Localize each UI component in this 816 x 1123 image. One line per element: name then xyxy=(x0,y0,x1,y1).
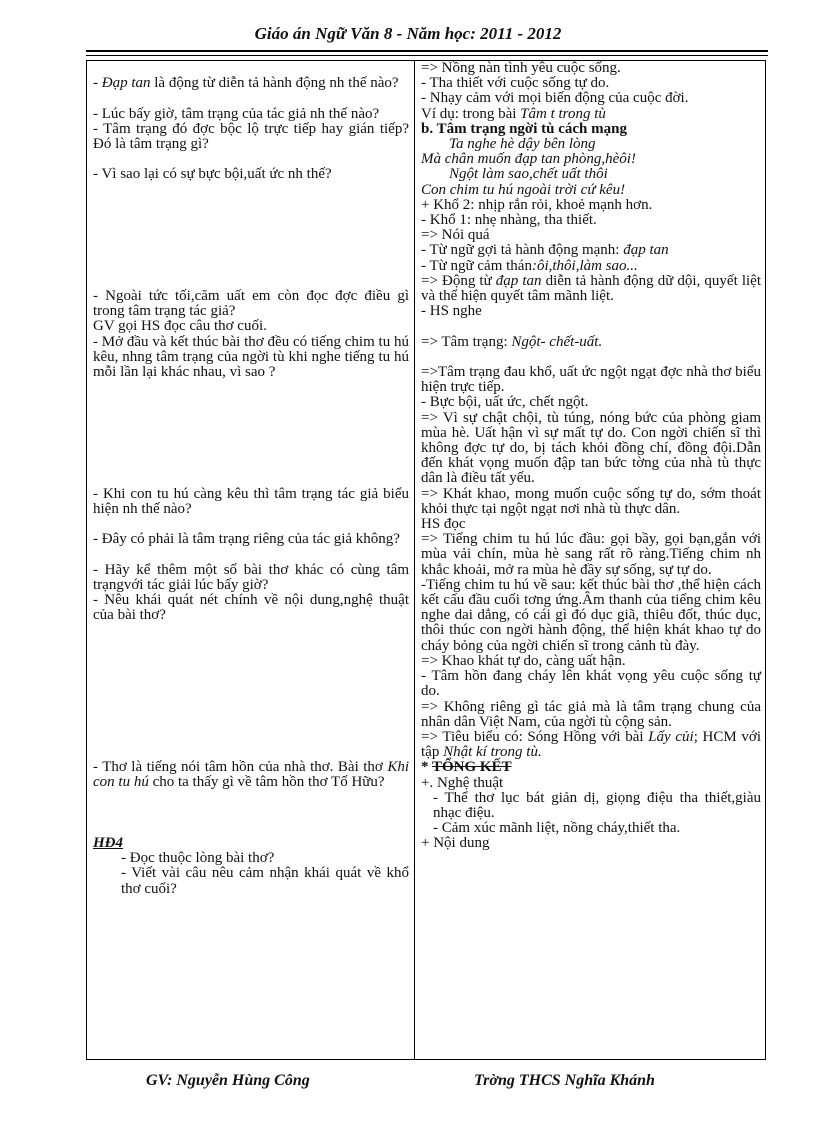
answer-line: - Khổ 1: nhẹ nhàng, tha thiết. xyxy=(421,212,597,229)
section-heading-b: b. Tâm trạng ngời tù cách mạng xyxy=(421,120,627,137)
question-other-poems: - Hãy kể thêm một số bài thơ khác có cùng tâm trạngvới tác giải lúc bấy giờ? xyxy=(93,561,409,593)
answer-line: -Tiếng chim tu hú về sau: kết thúc bài thơ ,thể hiện cách kết cấu đầu cuối tơng ứng.Âm thanh của tiếng chim kêu nghe dai dẳng, có cái gì đó dục giã, thiêu đốt, thúc dục, thôi thúc con ngời hành động, thể hiện khát khao tự do cháy bỏng của ngời chiến sĩ trong cảnh tù đày. xyxy=(421,576,761,654)
answer-line: - HS nghe xyxy=(421,303,482,320)
page-header: Giáo án Ngữ Văn 8 - Năm học: 2011 - 2012 xyxy=(254,24,562,43)
question-dap-tan: - Đạp tan là động từ diễn tả hành động nh thế nào? xyxy=(93,75,399,92)
task-memorize: - Đọc thuộc lòng bài thơ? xyxy=(121,850,275,867)
answer-line: => Không riêng gì tác giả mà là tâm trạng chung của nhân dân Việt Nam, của ngời tù cộng sản. xyxy=(421,698,761,730)
answers-column xyxy=(421,61,761,852)
answer-line: - Tha thiết với cuộc sống tự do. xyxy=(421,75,610,92)
question-summary: - Nêu khái quát nét chính về nội dung,nghệ thuật của bài thơ? xyxy=(93,591,409,624)
poem-line: Ta nghe hè dậy bên lòng xyxy=(449,136,596,153)
answer-line: + Nội dung xyxy=(421,835,490,852)
answer-line: => Tiêu biểu có: Sóng Hồng với bài Lấy củi; HCM với tập Nhật kí trong tù. xyxy=(421,728,761,761)
question-mood: - Lúc bấy giờ, tâm trạng của tác giả nh thế nào? xyxy=(93,105,380,122)
header-rule-thick xyxy=(86,50,768,52)
answer-line: => Nồng nàn tình yêu cuộc sống. xyxy=(421,60,621,76)
teacher-questions-column xyxy=(93,61,409,897)
question-other-feelings: - Ngoài tức tối,căm uất em còn đọc đợc điều gì trong tâm trạng tác giả? xyxy=(93,287,409,320)
answer-line: => Nói quá xyxy=(421,227,490,244)
activity-heading: HĐ4 xyxy=(93,835,123,852)
answer-line: => Khát khao, mong muốn cuộc sống tự do, sớm thoát khỏi thực tại ngột ngạt nơi nhà tù thực dân. xyxy=(421,485,761,517)
question-direct: - Tâm trạng đó đợc bộc lộ trực tiếp hay gián tiếp? Đó là tâm trạng gì? xyxy=(93,120,409,152)
header-rule-thin xyxy=(86,55,768,56)
answer-line: +. Nghệ thuật xyxy=(421,774,504,791)
question-intensity: - Khi con tu hú càng kêu thì tâm trạng tác giả biểu hiện nh thế nào? xyxy=(93,485,409,517)
teacher-instruction: GV gọi HS đọc câu thơ cuối. xyxy=(93,318,267,335)
footer-teacher: GV: Nguyễn Hùng Công xyxy=(146,1072,310,1089)
answer-line: HS đọc xyxy=(421,516,466,533)
column-divider xyxy=(414,61,415,1059)
question-soul: - Thơ là tiếng nói tâm hồn của nhà thơ. Bài thơ Khi con tu hú cho ta thấy gì về tâm hồn thơ Tố Hữu? xyxy=(93,759,409,791)
answer-line: - Từ ngữ gợi tả hành động mạnh: đạp tan xyxy=(421,242,669,259)
poem-line: Mà chân muốn đạp tan phòng,hèôi! xyxy=(421,151,636,168)
answer-line: - Thể thơ lục bát giản dị, giọng điệu tha thiết,giàu nhạc điệu. xyxy=(433,789,761,821)
answer-line: => Tiếng chim tu hú lúc đầu: gọi bầy, gọi bạn,gắn với mùa vải chín, mùa hè sang rất rõ ràng.Tiếng chim nh khắc khoải, mở ra mùa hè đầy sự sống, sự tự do. xyxy=(421,531,761,578)
answer-line: + Khổ 2: nhịp rắn rỏi, khoẻ mạnh hơn. xyxy=(421,196,653,213)
answer-line: - Từ ngữ cảm thán:ôi,thôi,làm sao... xyxy=(421,257,638,274)
answer-line: - Bực bội, uất ức, chết ngột. xyxy=(421,394,589,411)
answer-line: => Khao khát tự do, càng uất hận. xyxy=(421,652,626,669)
answer-line: - Cảm xúc mãnh liệt, nồng cháy,thiết tha. xyxy=(433,820,681,837)
question-why: - Vì sao lại có sự bực bội,uất ức nh thế? xyxy=(93,166,332,183)
question-personal: - Đây có phải là tâm trạng riêng của tác giả không? xyxy=(93,531,400,548)
task-write: - Viết vài câu nêu cảm nhận khái quát về khổ thơ cuối? xyxy=(121,865,409,897)
summary-heading: * TỔNG KẾT xyxy=(421,759,512,776)
question-birdsong: - Mở đầu và kết thúc bài thơ đều có tiếng chim tu hú kêu, nhng tâm trạng của ngời tù khi nghe tiếng tu hú mỗi lần lại khác nhau, vì sao ? xyxy=(93,333,409,380)
poem-line: Ngột làm sao,chết uất thôi xyxy=(449,166,608,183)
footer-school: Trờng THCS Nghĩa Khánh xyxy=(474,1072,655,1089)
answer-line: => Động từ đạp tan diễn tả hành động dữ dội, quyết liệt và thể hiện quyết tâm mãnh liệt. xyxy=(421,272,761,305)
poem-line: Con chim tu hú ngoài trời cứ kêu! xyxy=(421,181,626,198)
answer-line: - Nhạy cảm với mọi biến động của cuộc đời. xyxy=(421,90,689,107)
answer-line: => Vì sự chật chội, tù túng, nóng bức của phòng giam mùa hè. Uất hận vì sự mất tự do. Con ngời chiến sĩ thì không đợc tự do, bị tách khỏi đồng chí, đồng đội.Dẫn đến khát vọng muốn đập tan bức tờng của nhà tù thực dân là điều tất yếu. xyxy=(421,409,761,487)
answer-example: Ví dụ: trong bài Tâm t trong tù xyxy=(421,105,606,122)
answer-line: - Tâm hồn đang cháy lên khát vọng yêu cuộc sống tự do. xyxy=(421,668,761,700)
lesson-table xyxy=(86,60,766,1060)
answer-line: =>Tâm trạng đau khổ, uất ức ngột ngạt đợc nhà thơ biểu hiện trực tiếp. xyxy=(421,364,761,396)
answer-line: => Tâm trạng: Ngột- chết-uất. xyxy=(421,333,603,350)
